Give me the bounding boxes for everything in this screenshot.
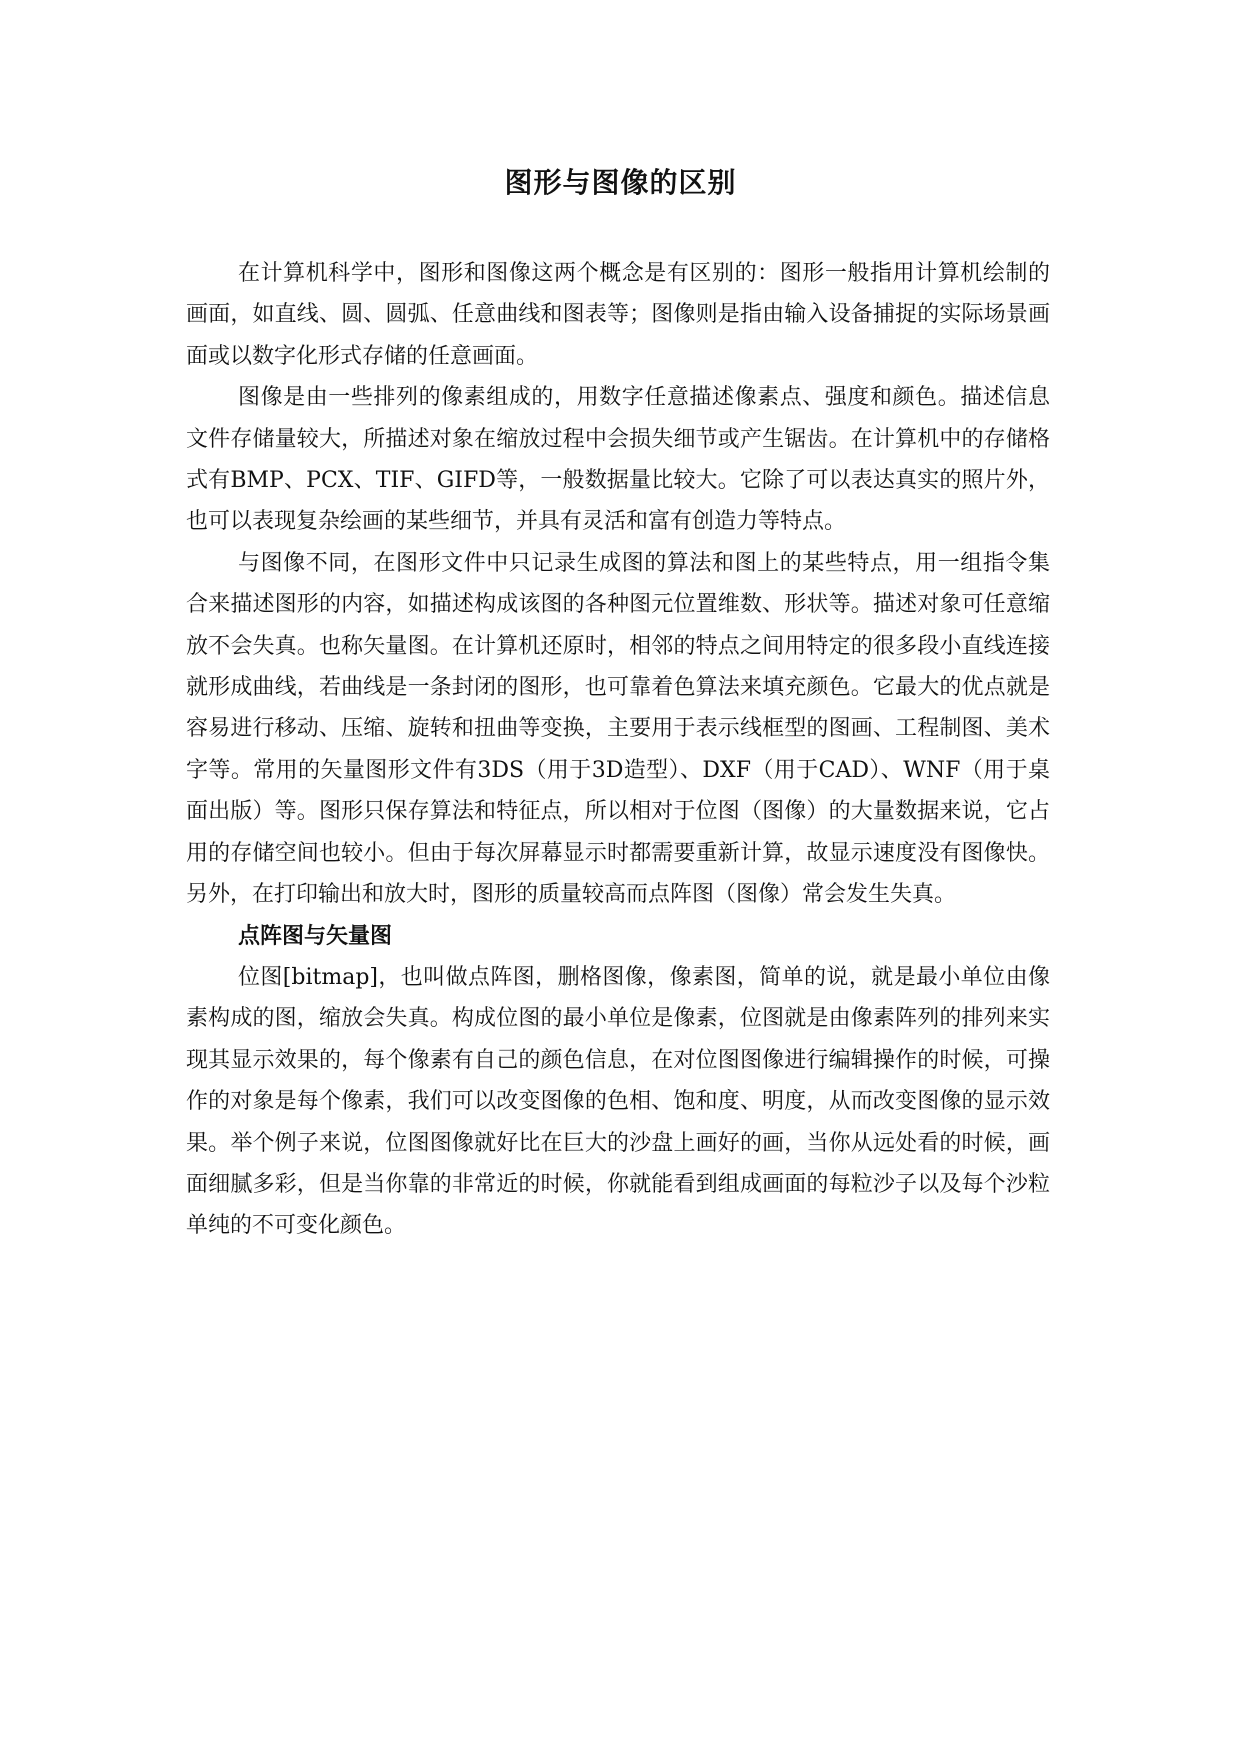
- paragraph-image: 图像是由一些排列的像素组成的，用数字任意描述像素点、强度和颜色。描述信息文件存储量较大，所描述对象在缩放过程中会损失细节或产生锯齿。在计算机中的存储格式有BMP、PCX、TIF、GIFD等，一般数据量比较大。它除了可以表达真实的照片外，也可以表现复杂绘画的某些细节，并具有灵活和富有创造力等特点。: [186, 385, 1050, 535]
- paragraph-intro: 在计算机科学中，图形和图像这两个概念是有区别的：图形一般指用计算机绘制的画面，如直线、圆、圆弧、任意曲线和图表等；图像则是指由输入设备捕捉的实际场景画面或以数字化形式存储的任意画面。: [186, 261, 1050, 369]
- paragraph-graphic: 与图像不同，在图形文件中只记录生成图的算法和图上的某些特点，用一组指令集合来描述图形的内容，如描述构成该图的各种图元位置维数、形状等。描述对象可任意缩放不会失真。也称矢量图。在计算机还原时，相邻的特点之间用特定的很多段小直线连接就形成曲线，若曲线是一条封闭的图形，也可靠着色算法来填充颜色。它最大的优点就是容易进行移动、压缩、旋转和扭曲等变换，主要用于表示线框型的图画、工程制图、美术字等。常用的矢量图形文件有3DS（用于3D造型）、DXF（用于CAD）、WNF（用于桌面出版）等。图形只保存算法和特征点，所以相对于位图（图像）的大量数据来说，它占用的存储空间也较小。但由于每次屏幕显示时都需要重新计算，故显示速度没有图像快。另外，在打印输出和放大时，图形的质量较高而点阵图（图像）常会发生失真。: [186, 550, 1050, 908]
- section-heading: 点阵图与矢量图: [238, 923, 393, 949]
- document-body: [186, 253, 1050, 1247]
- paragraph-bitmap: 位图[bitmap]，也叫做点阵图，删格图像，像素图，简单的说，就是最小单位由像素构成的图，缩放会失真。构成位图的最小单位是像素，位图就是由像素阵列的排列来实现其显示效果的，每个像素有自己的颜色信息，在对位图图像进行编辑操作的时候，可操作的对象是每个像素，我们可以改变图像的色相、饱和度、明度，从而改变图像的显示效果。举个例子来说，位图图像就好比在巨大的沙盘上画好的画，当你从远处看的时候，画面细腻多彩，但是当你靠的非常近的时候，你就能看到组成画面的每粒沙子以及每个沙粒单纯的不可变化颜色。: [186, 964, 1050, 1239]
- document-title: 图形与图像的区别: [504, 166, 737, 199]
